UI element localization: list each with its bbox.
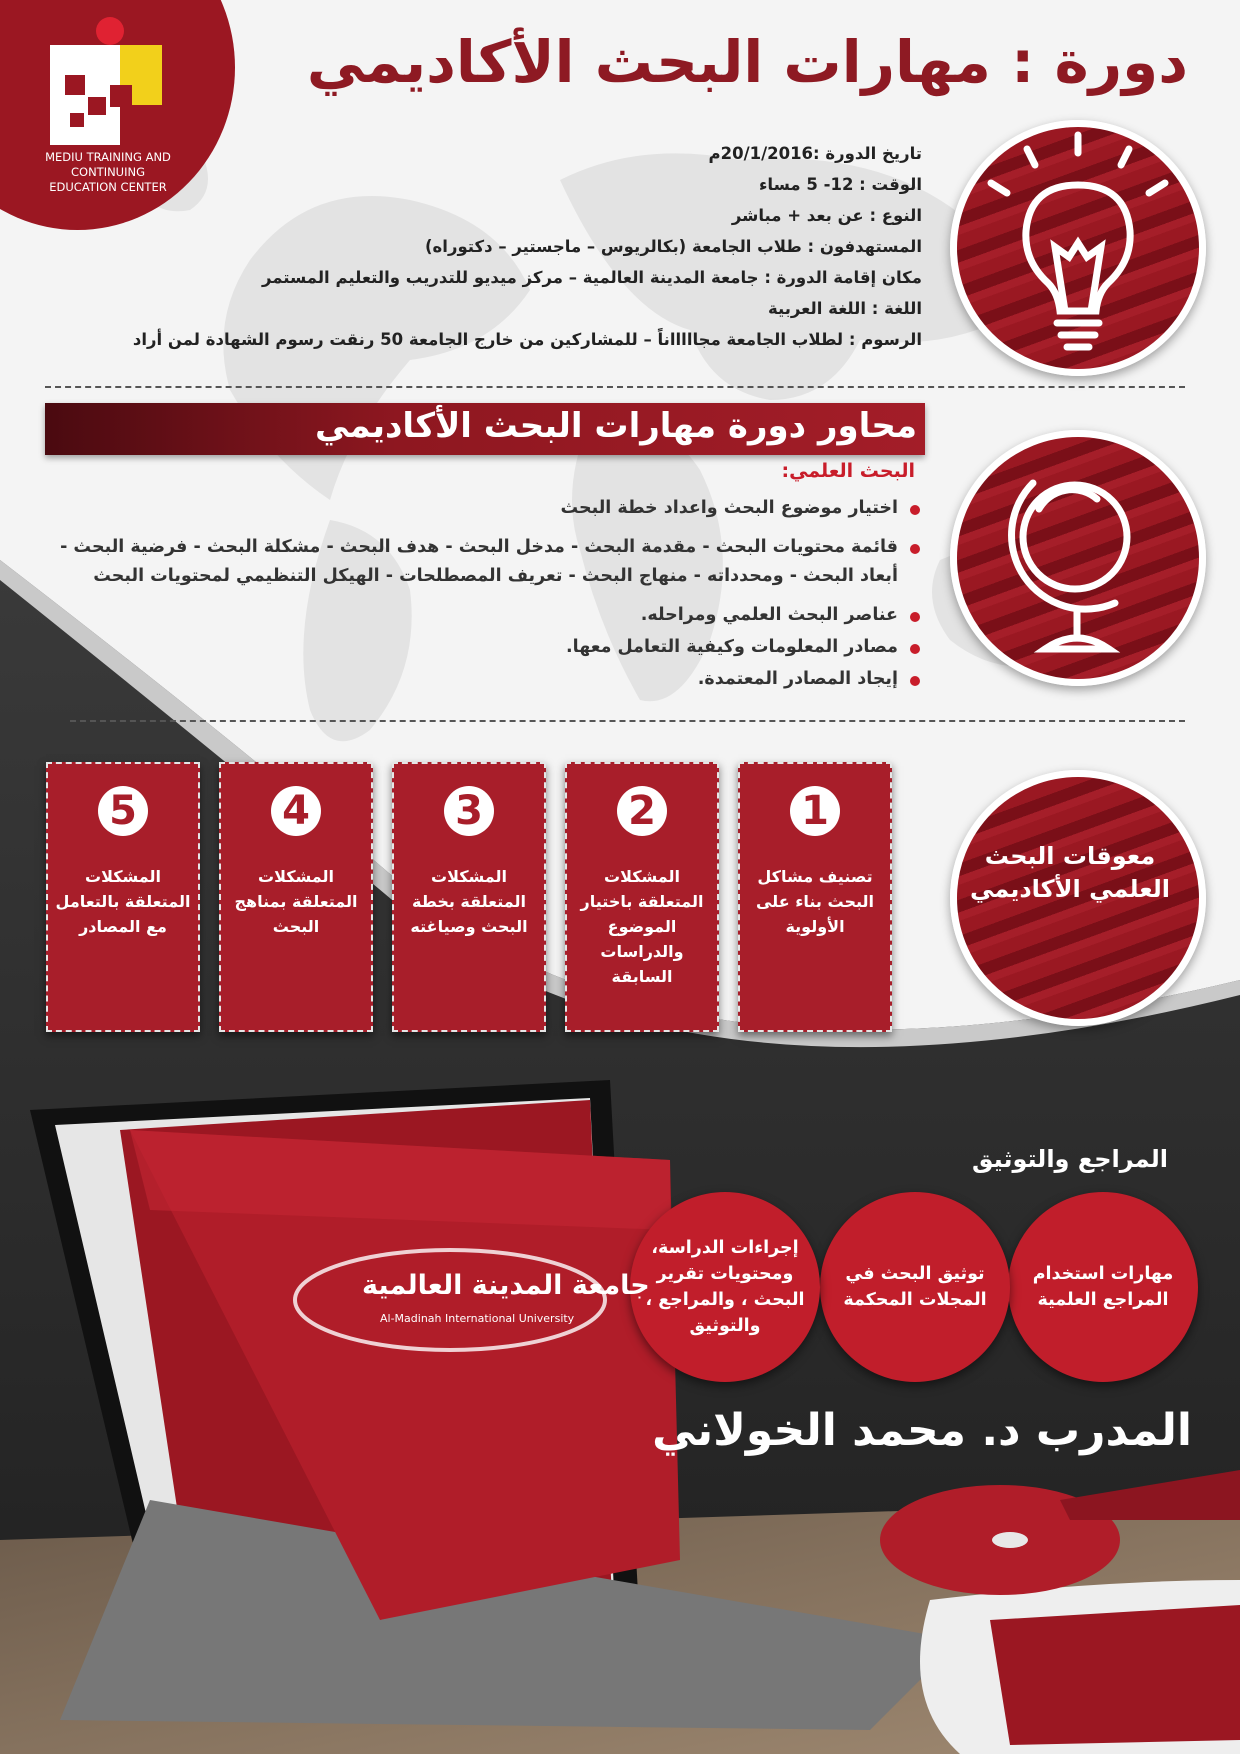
detail-date: تاريخ الدورة :20/1/2016م <box>708 144 922 163</box>
detail-type: النوع : عن بعد + مباشر <box>731 206 922 225</box>
logo-brand: MEDIU <box>52 53 101 68</box>
card-number: 2 <box>617 786 667 836</box>
course-details <box>132 138 922 355</box>
section-subtitle: البحث العلمي: <box>781 460 915 482</box>
detail-fees: الرسوم : لطلاب الجامعة مجاااااناً – للمشاركين من خارج الجامعة 50 رنقت رسوم الشهادة لمن أراد <box>132 330 922 349</box>
logo-caption: MEDIU TRAINING AND CONTINUING EDUCATION CENTER <box>45 150 171 194</box>
mediu-logo-icon <box>50 15 170 150</box>
card-label: المشكلات المتعلقة بمناهج البحث <box>234 867 358 936</box>
card-number: 5 <box>98 786 148 836</box>
tablet-university-en: Al-Madinah International University <box>380 1312 575 1325</box>
obstacle-card <box>46 762 200 1032</box>
detail-location: مكان إقامة الدورة : جامعة المدينة العالمية – مركز ميديو للتدريب والتعليم المستمر <box>261 268 922 287</box>
obstacle-card <box>392 762 546 1032</box>
obstacle-card <box>219 762 373 1032</box>
globe-icon <box>957 437 1199 679</box>
list-item: إيجاد المصادر المعتمدة. <box>52 665 922 694</box>
card-label: المشكلات المتعلقة بالتعامل مع المصادر <box>55 867 191 936</box>
divider <box>70 720 1185 722</box>
detail-language: اللغة : اللغة العربية <box>767 299 922 318</box>
trainer-name: المدرب د. محمد الخولاني <box>652 1405 1192 1456</box>
topics-list <box>52 494 922 694</box>
obstacle-card <box>738 762 892 1032</box>
section-title: محاور دورة مهارات البحث الأكاديمي <box>315 406 917 446</box>
reference-circle: إجراءات الدراسة، ومحتويات تقرير البحث ، والمراجع ، والتوثيق <box>630 1192 820 1382</box>
tablet-university-ar: جامعة المدينة العالمية <box>362 1270 650 1301</box>
references-title: المراجع والتوثيق <box>972 1145 1168 1173</box>
card-label: المشكلات المتعلقة بخطة البحث وصياغته <box>410 867 528 936</box>
card-label: تصنيف مشاكل البحث بناء على الأولوية <box>755 867 874 936</box>
divider <box>45 386 1185 388</box>
list-item: عناصر البحث العلمي ومراحله. <box>52 601 922 630</box>
globe-circle <box>950 430 1206 686</box>
reference-circle: توثيق البحث في المجلات المحكمة <box>820 1192 1010 1382</box>
list-item: قائمة محتويات البحث - مقدمة البحث - مدخل البحث - هدف البحث - مشكلة البحث - فرضية البحث - أبعاد البحث - ومحدداته - منهاج البحث - تعريف المصطلحات - الهيكل التنظيمي لمحتويات البحث <box>52 533 922 591</box>
obstacles-title: معوقات البحث العلمي الأكاديمي <box>969 842 1171 903</box>
card-number: 1 <box>790 786 840 836</box>
list-item: مصادر المعلومات وكيفية التعامل معها. <box>52 633 922 662</box>
card-label: المشكلات المتعلقة باختيار الموضوع والدراسات السابقة <box>580 867 704 986</box>
lightbulb-circle <box>950 120 1206 376</box>
reference-circle: مهارات استخدام المراجع العلمية <box>1008 1192 1198 1382</box>
detail-audience: المستهدفون : طلاب الجامعة (بكالريوس – ماجستير – دكتوراه) <box>425 237 922 256</box>
card-number: 4 <box>271 786 321 836</box>
detail-time: الوقت : 12- 5 مساء <box>759 175 922 194</box>
section-header <box>45 403 925 455</box>
card-number: 3 <box>444 786 494 836</box>
obstacle-card <box>565 762 719 1032</box>
list-item: اختيار موضوع البحث واعداد خطة البحث <box>52 494 922 523</box>
page-title: دورة : مهارات البحث الأكاديمي <box>306 28 1188 96</box>
lightbulb-icon <box>957 127 1199 369</box>
